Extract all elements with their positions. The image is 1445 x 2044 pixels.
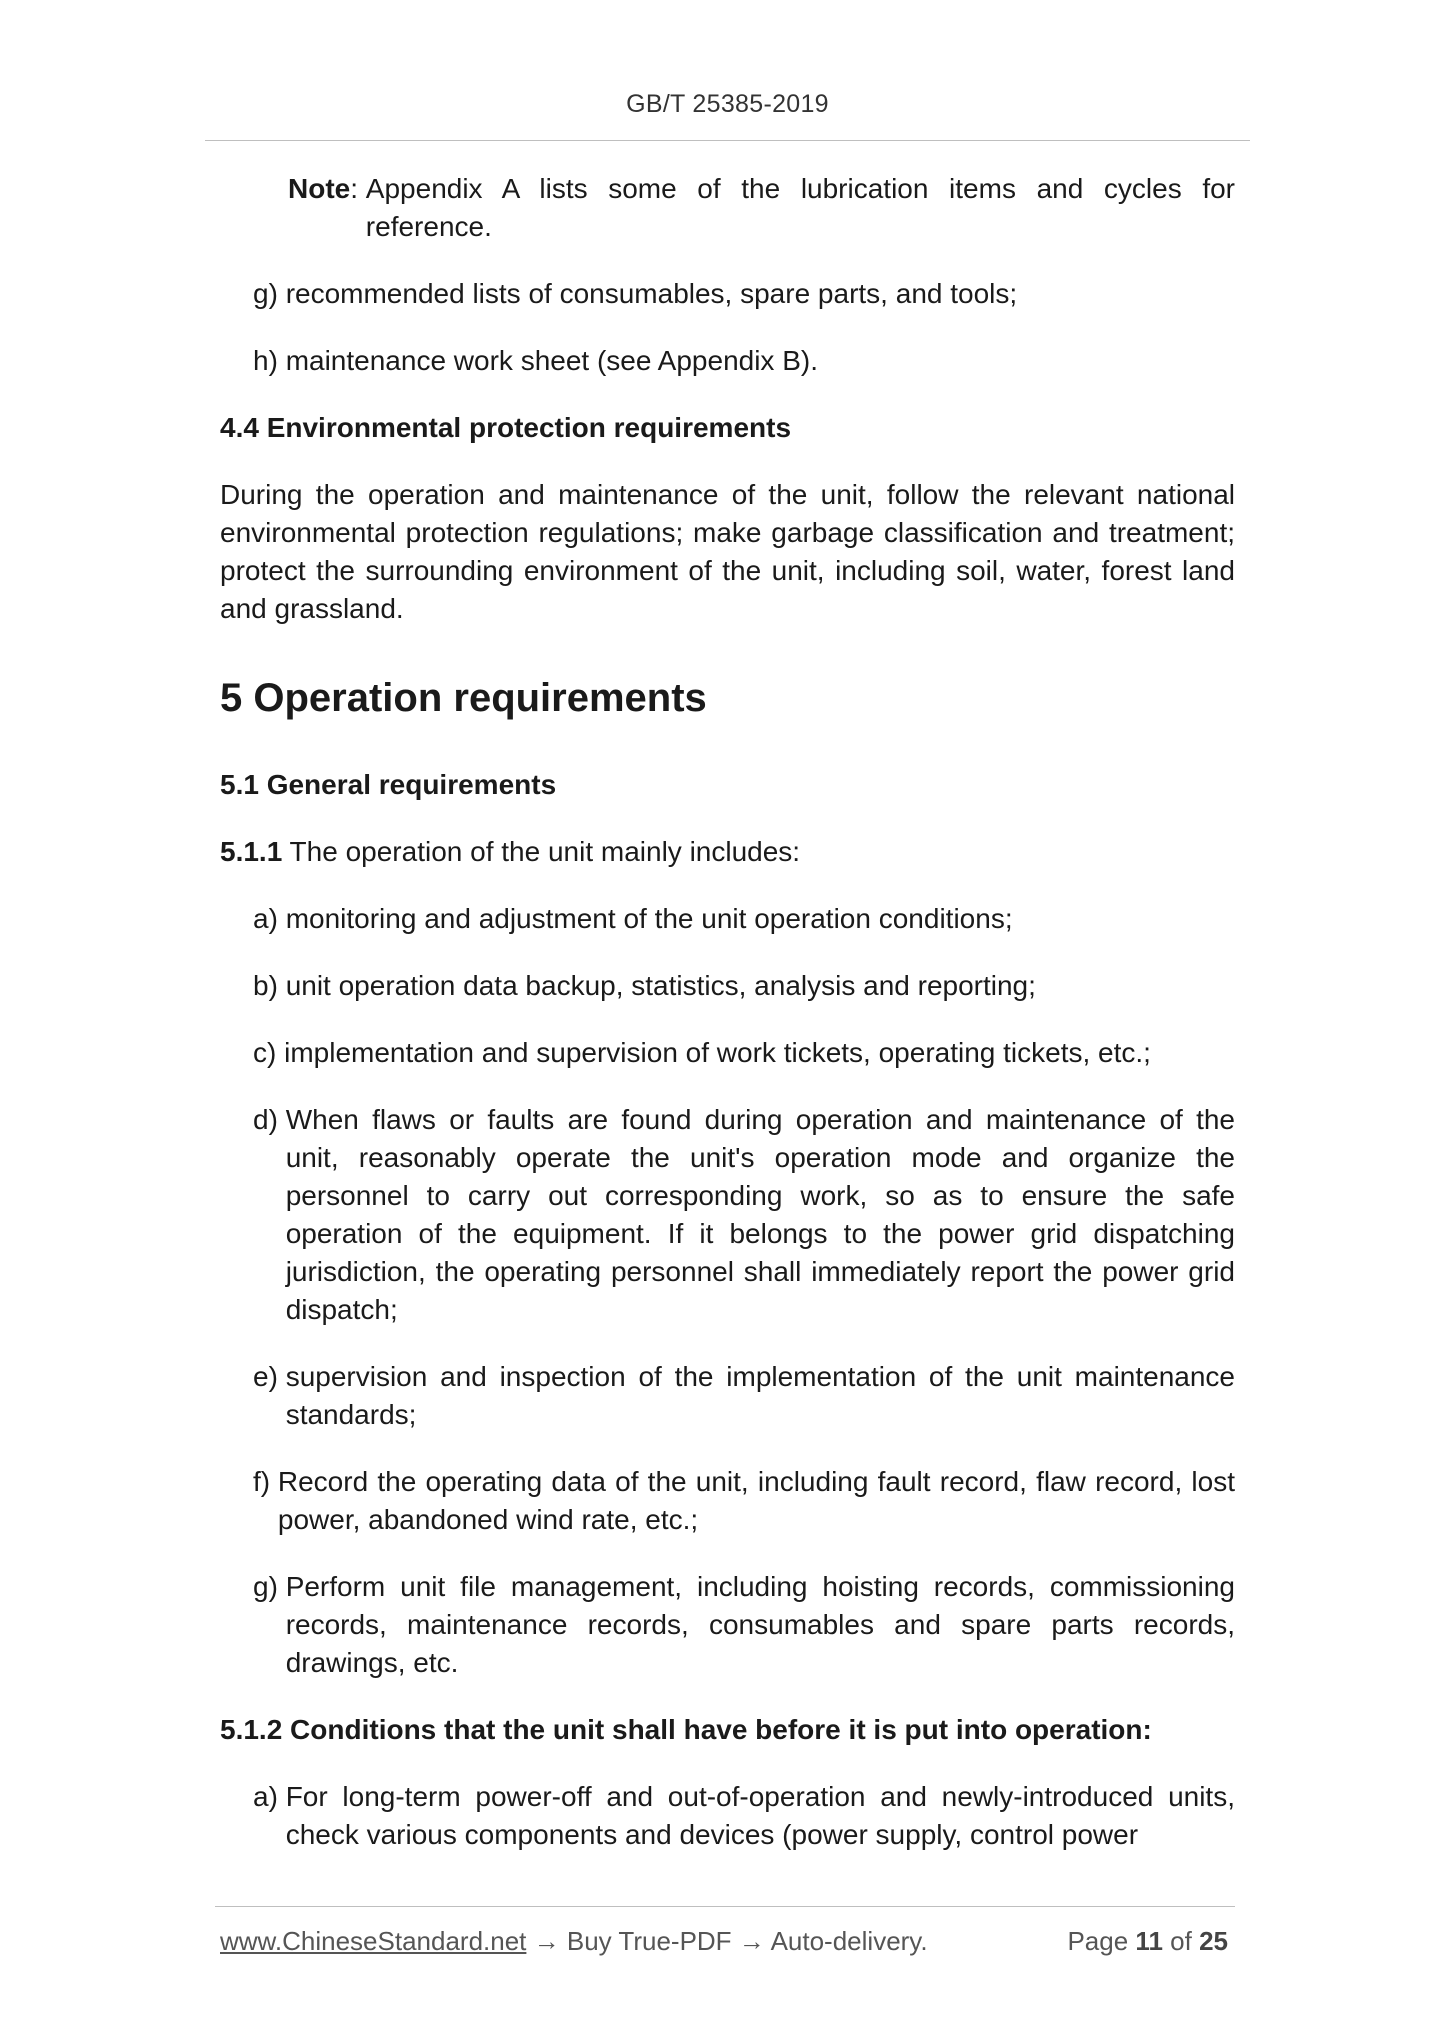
list-marker: c) [253,1037,285,1068]
note-colon: : [350,173,366,204]
document-body [220,170,1235,1883]
list-text: Record the operating data of the unit, including fault record, flaw record, lost power, abandoned wind rate, etc.; [277,1466,1235,1535]
section-paragraph-4-4: During the operation and maintenance of the unit, follow the relevant national environmental protection regulations; make garbage classification and treatment; protect the surrounding environment of the unit, including soil, water, forest land and grassland. [220,479,1235,624]
list-marker: e) [253,1361,286,1392]
note-label: Note [288,173,351,204]
list-item [220,342,1235,380]
list-marker: g) [253,1571,286,1602]
note-block [220,170,1235,246]
list-marker: b) [253,970,286,1001]
list-item [220,967,1235,1005]
page-header: GB/T 25385-2019 [626,90,829,118]
clause-5-1-1 [220,833,1235,871]
section-heading-4-4: 4.4 Environmental protection requirements [220,412,792,443]
page-footer [220,1924,1235,1958]
page-indicator [1067,1924,1228,1958]
page-label: Page [1067,1926,1129,1956]
note-text: Appendix A lists some of the lubrication items and cycles for reference. [365,173,1235,242]
list-item [220,275,1235,313]
list-text: supervision and inspection of the implementation of the unit maintenance standards; [285,1361,1235,1430]
list-text: recommended lists of consumables, spare parts, and tools; [285,278,1018,309]
page-total: 25 [1199,1926,1228,1956]
list-item [220,1568,1235,1682]
chapter-heading-5: 5 Operation requirements [220,676,707,720]
list-marker: d) [253,1104,286,1135]
footer-tagline: → Buy True-PDF → Auto-delivery. [526,1926,928,1956]
list-text: maintenance work sheet (see Appendix B). [285,345,818,376]
list-text: implementation and supervision of work tickets, operating tickets, etc.; [284,1037,1151,1068]
page-of-label: of [1170,1926,1192,1956]
list-item [220,1778,1235,1854]
list-text: monitoring and adjustment of the unit operation conditions; [285,903,1013,934]
website-link[interactable]: www.ChineseStandard.net [220,1926,527,1956]
list-marker: a) [253,1781,286,1812]
clause-text: The operation of the unit mainly includes: [282,836,801,867]
list-item [220,1101,1235,1329]
list-text: For long-term power-off and out-of-operation and newly-introduced units, check various components and devices (power supply, control power [285,1781,1235,1850]
section-heading-5-1-2: 5.1.2 Conditions that the unit shall have before it is put into operation: [220,1714,1152,1745]
list-item [220,1034,1235,1072]
list-text: unit operation data backup, statistics, analysis and reporting; [285,970,1036,1001]
clause-number: 5.1.1 [220,836,283,867]
list-item [220,900,1235,938]
list-marker: h) [253,345,286,376]
list-item [220,1358,1235,1434]
list-item [220,1463,1235,1539]
section-heading-5-1: 5.1 General requirements [220,769,557,800]
list-marker: g) [253,278,286,309]
list-text: Perform unit file management, including hoisting records, commissioning records, maintenance records, consumables and spare parts records, drawings, etc. [285,1571,1235,1678]
list-text: When flaws or faults are found during operation and maintenance of the unit, reasonably operate the unit's operation mode and organize the personnel to carry out corresponding work, so as to ensure the safe operation of the equipment. If it belongs to the power grid dispatching jurisdiction, the operating personnel shall immediately report the power grid dispatch; [285,1104,1235,1325]
page-current: 11 [1135,1926,1163,1956]
footer-divider [215,1906,1235,1907]
list-marker: a) [253,903,286,934]
header-divider [205,140,1250,141]
list-marker: f) [253,1466,278,1497]
